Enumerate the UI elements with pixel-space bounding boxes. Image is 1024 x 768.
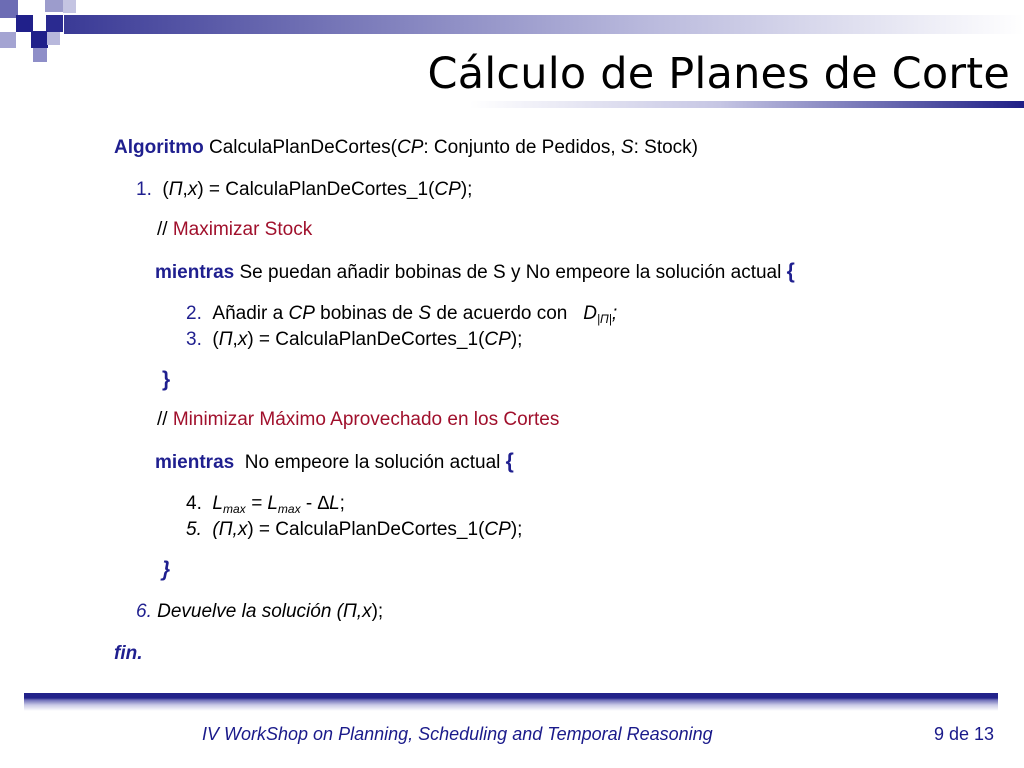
var-x: x <box>362 601 372 622</box>
var-s: S <box>418 303 432 324</box>
param-s-desc: : Stock) <box>633 137 698 158</box>
condition-text: No empeore la solución actual <box>234 452 506 473</box>
end-text: ); <box>371 601 384 622</box>
param-cp: CP <box>396 137 424 158</box>
step-1 <box>136 178 472 202</box>
step-number: 4. <box>186 493 202 514</box>
var-cp: CP <box>484 329 511 350</box>
step-4 <box>186 492 345 516</box>
comment-maximizar <box>157 218 312 242</box>
close-brace: } <box>162 558 171 581</box>
close-brace-2 <box>162 558 170 583</box>
step-text: de acuerdo con <box>431 303 573 324</box>
step-5 <box>186 518 522 542</box>
keyword-mientras: mientras <box>155 262 235 283</box>
param-s: S <box>620 137 634 158</box>
comma: , <box>182 179 188 200</box>
step-3 <box>186 328 522 352</box>
step-number: 6. <box>136 601 152 622</box>
function-name: CalculaPlanDeCortes( <box>209 137 397 158</box>
paren: ( <box>212 519 219 540</box>
while-loop-1 <box>155 260 795 285</box>
delta-symbol: ∆ <box>317 493 330 514</box>
end-text: ; <box>611 303 618 324</box>
keyword-fin: fin. <box>114 643 143 664</box>
var-cp: CP <box>484 519 511 540</box>
call-text: ) = CalculaPlanDeCortes_1( <box>197 179 435 200</box>
footer-text: IV WorkShop on Planning, Scheduling and Temporal Reasoning <box>202 724 713 744</box>
while-loop-2 <box>155 450 514 475</box>
call-text: ) = CalculaPlanDeCortes_1( <box>247 329 485 350</box>
algorithm-header <box>114 136 698 160</box>
comment-text: Minimizar Máximo Aprovechado en los Cortes <box>172 409 560 430</box>
comment-slashes: // <box>157 409 173 430</box>
step-text: Añadir a <box>212 303 289 324</box>
call-text: ) = CalculaPlanDeCortes_1( <box>247 519 485 540</box>
end-text: ); <box>510 519 523 540</box>
step-2 <box>186 302 617 326</box>
step-number: 2. <box>186 303 202 324</box>
var-l: L <box>267 493 278 514</box>
step-number: 1. <box>136 179 152 200</box>
var-l: L <box>329 493 340 514</box>
slide-title: Cálculo de Planes de Corte <box>427 49 1010 99</box>
open-brace: { <box>505 450 514 473</box>
var-pi: Π <box>168 179 183 200</box>
paren: ( <box>162 179 169 200</box>
var-pi: Π <box>343 601 357 622</box>
comma: , <box>232 329 238 350</box>
step-6 <box>136 600 383 624</box>
step-number: 5. <box>186 519 202 540</box>
comment-text: Maximizar Stock <box>172 219 313 240</box>
step-text: bobinas de <box>314 303 419 324</box>
keyword-algoritmo: Algoritmo <box>114 137 204 158</box>
param-cp-desc: : Conjunto de Pedidos, <box>423 137 621 158</box>
step-number: 3. <box>186 329 202 350</box>
minus: - <box>300 493 318 514</box>
keyword-mientras: mientras <box>155 452 235 473</box>
var-d: D <box>583 303 597 324</box>
subscript: max <box>277 502 301 516</box>
subscript: |Π| <box>596 312 612 326</box>
var-cp: CP <box>288 303 315 324</box>
comma: , <box>232 519 238 540</box>
var-x: x <box>237 329 248 350</box>
var-pi: Π <box>218 329 233 350</box>
close-brace-1 <box>162 368 170 393</box>
page-number: 9 de 13 <box>933 724 994 744</box>
var-pi: Π <box>218 519 233 540</box>
var-x: x <box>187 179 198 200</box>
comma: , <box>356 601 363 622</box>
equals: = <box>245 493 268 514</box>
comment-minimizar <box>157 408 559 432</box>
var-x: x <box>237 519 248 540</box>
end-text: ); <box>460 179 473 200</box>
comment-slashes: // <box>157 219 173 240</box>
end-text: ); <box>510 329 523 350</box>
footer-divider-bar <box>24 693 998 711</box>
condition-text: Se puedan añadir bobinas de S y No empeore la solución actual <box>234 262 787 283</box>
close-brace: } <box>162 368 171 391</box>
algorithm-end <box>114 642 143 666</box>
end-text: ; <box>339 493 345 514</box>
subscript: max <box>223 502 246 516</box>
paren: ( <box>212 329 219 350</box>
step-text: Devuelve la solución ( <box>151 601 344 622</box>
var-l: L <box>212 493 223 514</box>
var-cp: CP <box>434 179 461 200</box>
open-brace: { <box>786 260 795 283</box>
